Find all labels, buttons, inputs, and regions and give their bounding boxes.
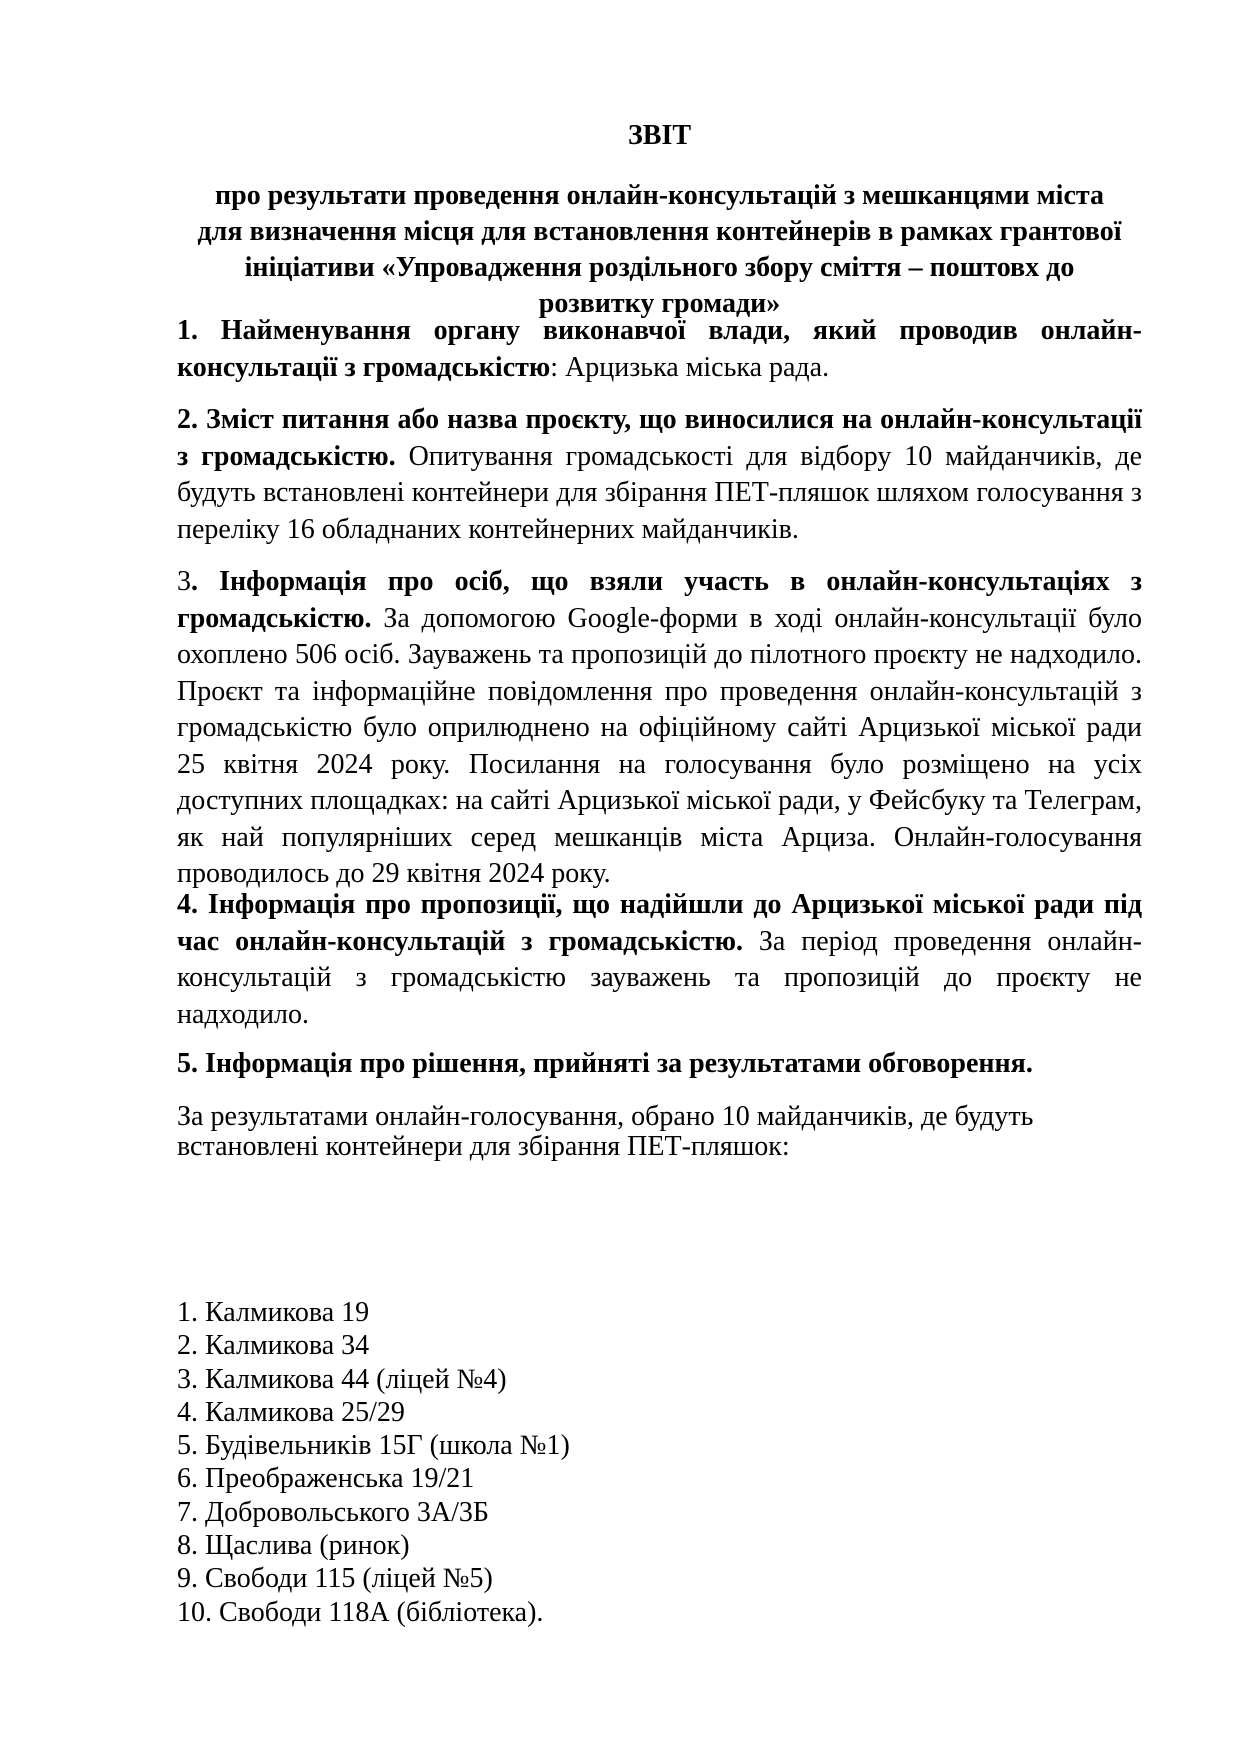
list-item: 5. Будівельників 15Г (школа №1) — [177, 1430, 570, 1462]
list-item: 8. Щаслива (ринок) — [177, 1530, 410, 1562]
section-4 — [177, 887, 1142, 1033]
document-subtitle — [177, 178, 1142, 322]
results-intro — [177, 1102, 1142, 1162]
section-number: 3 — [177, 566, 191, 597]
subtitle-line: для визначення місця для встановлення контейнерів в рамках грантової — [197, 216, 1122, 247]
list-item: 3. Калмикова 44 (ліцей №4) — [177, 1363, 507, 1395]
section-body: : Арцизька міська рада. — [550, 351, 830, 383]
results-intro-line: встановлені контейнери для збірання ПЕТ-пляшок: — [177, 1131, 790, 1162]
subtitle-line: розвитку громади» — [538, 288, 781, 319]
subtitle-line: ініціативи «Упровадження роздільного збору сміття – поштовх до — [244, 252, 1075, 283]
list-item: 4. Калмикова 25/29 — [177, 1396, 405, 1428]
list-item: 2. Калмикова 34 — [177, 1330, 370, 1362]
section-body: За допомогою Google-форми в ході онлайн-консультації було охоплено 506 осіб. Зауважень та пропозицій до пілотного проєкту не надходило. Проєкт та інформаційне повідомлення про проведення онлайн-консультацій з громадськістю було оприлюднено на офіційному сайті Арцизької міської ради 25 квітня 2024 року. Посилання на голосування було розміщено на усіх доступних площадках: на сайті Арцизької міської ради, у Фейсбуку та Телеграм, як най популярніших серед мешканців міста Арциза. Онлайн-голосування проводилось до 29 квітня 2024 року. — [177, 602, 1142, 889]
section-heading: 5. Інформація про рішення, прийняті за результатами обговорення. — [177, 1048, 1033, 1079]
list-item: 9. Свободи 115 (ліцей №5) — [177, 1563, 493, 1595]
section-1 — [177, 313, 1142, 386]
section-body: Опитування громадськості для відбору 10 майданчиків, де будуть встановлені контейнери для збірання ПЕТ-пляшок шляхом голосування з переліку 16 обладнаних контейнерних майданчиків. — [177, 440, 1142, 545]
section-heading: 1. Найменування органу виконавчої влади, який проводив онлайн-консультації з громадськістю — [177, 315, 1142, 383]
subtitle-line: про результати проведення онлайн-консультацій з мешканцями міста — [215, 180, 1104, 211]
section-3 — [177, 564, 1142, 893]
list-item: 6. Преображенська 19/21 — [177, 1463, 475, 1495]
results-intro-line: За результатами онлайн-голосування, обрано 10 майданчиків, де будуть — [177, 1101, 1034, 1132]
section-2 — [177, 402, 1142, 548]
document-title: ЗВІТ — [627, 120, 692, 151]
list-item: 1. Калмикова 19 — [177, 1297, 370, 1328]
list-item: 7. Добровольського 3А/3Б — [177, 1496, 489, 1528]
section-heading: 2. Зміст питання або назва проєкту, що виносилися на онлайн-консультації з громадськістю. — [177, 404, 1142, 472]
selected-sites-list — [177, 1296, 570, 1629]
section-heading: . Інформація про осіб, що взяли участь в онлайн-консультаціях з громадськістю. — [177, 566, 1142, 634]
list-item: 10. Свободи 118А (бібліотека). — [177, 1596, 544, 1628]
section-body: За період проведення онлайн-консультацій з громадськістю зауважень та пропозицій до проєкту не надходило. — [177, 925, 1143, 1030]
section-5 — [177, 1046, 1142, 1083]
section-heading: 4. Інформація про пропозиції, що надійшли до Арцизької міської ради під час онлайн-консультацій з громадськістю. — [177, 889, 1142, 957]
